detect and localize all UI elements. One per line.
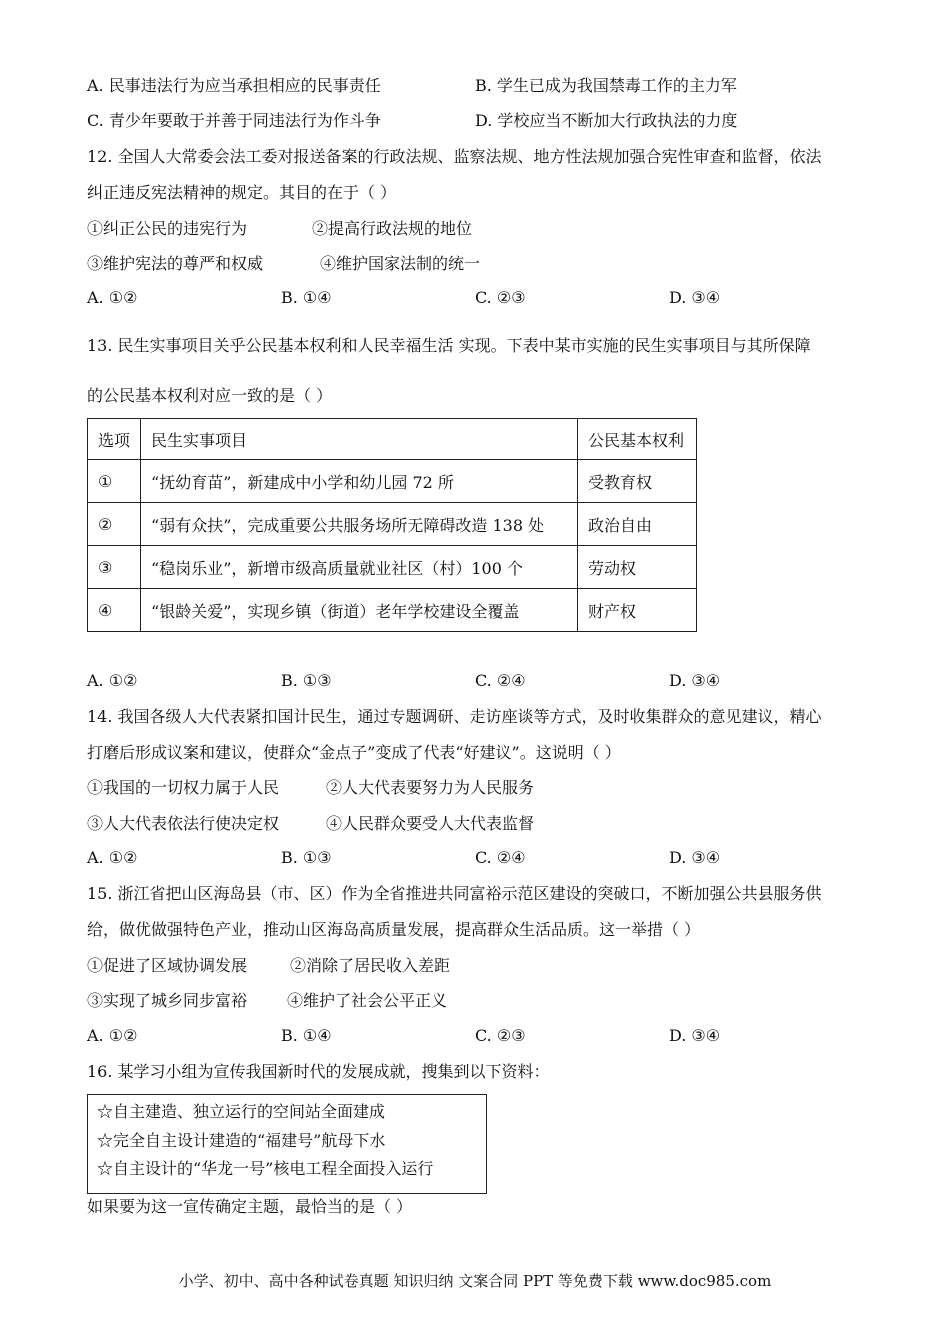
q16-material-box [87, 1094, 487, 1194]
table-cell: “稳岗乐业”，新增市级高质量就业社区（村）100 个 [141, 546, 578, 589]
q13-stem-line2: 的公民基本权利对应一致的是（ ） [87, 386, 333, 405]
q12-option-d: D. ③④ [669, 288, 721, 307]
q15-option-b: B. ①④ [281, 1026, 332, 1045]
table-row [88, 589, 697, 632]
table-header-cell: 选项 [88, 419, 141, 460]
q13-option-c: C. ②④ [475, 671, 526, 690]
q12-option-b: B. ①④ [281, 288, 332, 307]
q13-option-d: D. ③④ [669, 671, 721, 690]
q15-statement-3: ③实现了城乡同步富裕 [87, 991, 248, 1010]
q12-stem-line2: 纠正违反宪法精神的规定。其目的在于（ ） [87, 183, 397, 202]
q14-option-d: D. ③④ [669, 848, 721, 867]
q14-stem-line1: 14. 我国各级人大代表紧扣国计民生，通过专题调研、走访座谈等方式，及时收集群众的意见建议，精心 [87, 707, 822, 726]
q15-option-a: A. ①② [87, 1026, 138, 1045]
table-header-cell: 民生实事项目 [141, 419, 578, 460]
q15-stem-line2: 给，做优做强特色产业，推动山区海岛高质量发展，提高群众生活品质。这一举措（ ） [87, 920, 701, 939]
q11-option-c: C. 青少年要敢于并善于同违法行为作斗争 [87, 111, 381, 130]
q16-material-item: ☆自主设计的“华龙一号”核电工程全面投入运行 [97, 1159, 434, 1178]
table-cell: ④ [88, 589, 141, 632]
q16-material-item: ☆自主建造、独立运行的空间站全面建成 [97, 1102, 386, 1121]
q16-material-item: ☆完全自主设计建造的“福建号”航母下水 [97, 1131, 386, 1150]
q14-statement-3: ③人大代表依法行使决定权 [87, 814, 280, 833]
q13-option-b: B. ①③ [281, 671, 332, 690]
q14-statement-2: ②人大代表要努力为人民服务 [326, 778, 535, 797]
q11-option-d: D. 学校应当不断加大行政执法的力度 [475, 111, 738, 130]
q16-stem-line2: 如果要为这一宣传确定主题，最恰当的是（ ） [87, 1197, 413, 1216]
table-cell: “抚幼育苗”，新建成中小学和幼儿园 72 所 [141, 460, 578, 503]
q14-statement-1: ①我国的一切权力属于人民 [87, 778, 280, 797]
q14-option-c: C. ②④ [475, 848, 526, 867]
q15-statement-1: ①促进了区域协调发展 [87, 956, 248, 975]
q12-statement-2: ②提高行政法规的地位 [312, 219, 473, 238]
q12-option-c: C. ②③ [475, 288, 526, 307]
q13-stem-line1: 13. 民生实事项目关乎公民基本权利和人民幸福生活 实现。下表中某市实施的民生实事项目与其所保障 [87, 336, 811, 355]
table-cell: 受教育权 [578, 460, 697, 503]
table-row [88, 460, 697, 503]
q12-statement-4: ④维护国家法制的统一 [320, 254, 481, 273]
q12-option-a: A. ①② [87, 288, 138, 307]
table-cell: ① [88, 460, 141, 503]
q11-option-a: A. 民事违法行为应当承担相应的民事责任 [87, 76, 381, 95]
table-cell: 劳动权 [578, 546, 697, 589]
q14-statement-4: ④人民群众要受人大代表监督 [326, 814, 535, 833]
table-cell: “弱有众扶”，完成重要公共服务场所无障碍改造 138 处 [141, 503, 578, 546]
q15-stem-line1: 15. 浙江省把山区海岛县（市、区）作为全省推进共同富裕示范区建设的突破口，不断加强公共县服务供 [87, 884, 822, 903]
table-cell: ③ [88, 546, 141, 589]
q15-option-d: D. ③④ [669, 1026, 721, 1045]
q15-statement-2: ②消除了居民收入差距 [290, 956, 451, 975]
q13-option-a: A. ①② [87, 671, 138, 690]
q15-option-c: C. ②③ [475, 1026, 526, 1045]
table-header-cell: 公民基本权利 [578, 419, 697, 460]
page-footer: 小学、初中、高中各种试卷真题 知识归纳 文案合同 PPT 等免费下载 www.doc985.com [178, 1272, 772, 1290]
q12-statement-1: ①纠正公民的违宪行为 [87, 219, 248, 238]
q12-stem-line1: 12. 全国人大常委会法工委对报送备案的行政法规、监察法规、地方性法规加强合宪性审查和监督，依法 [87, 147, 822, 166]
q14-option-a: A. ①② [87, 848, 138, 867]
table-cell: 政治自由 [578, 503, 697, 546]
table-row [88, 503, 697, 546]
table-row [88, 546, 697, 589]
q15-statement-4: ④维护了社会公平正义 [287, 991, 448, 1010]
q16-stem-line1: 16. 某学习小组为宣传我国新时代的发展成就，搜集到以下资料： [87, 1062, 550, 1081]
q14-stem-line2: 打磨后形成议案和建议，使群众“金点子”变成了代表“好建议”。这说明（ ） [87, 743, 621, 762]
table-cell: ② [88, 503, 141, 546]
q11-option-b: B. 学生已成为我国禁毒工作的主力军 [475, 76, 737, 95]
q14-option-b: B. ①③ [281, 848, 332, 867]
table-header-row [88, 419, 697, 460]
q13-table [87, 418, 697, 632]
q12-statement-3: ③维护宪法的尊严和权威 [87, 254, 264, 273]
table-cell: “银龄关爱”，实现乡镇（街道）老年学校建设全覆盖 [141, 589, 578, 632]
table-cell: 财产权 [578, 589, 697, 632]
